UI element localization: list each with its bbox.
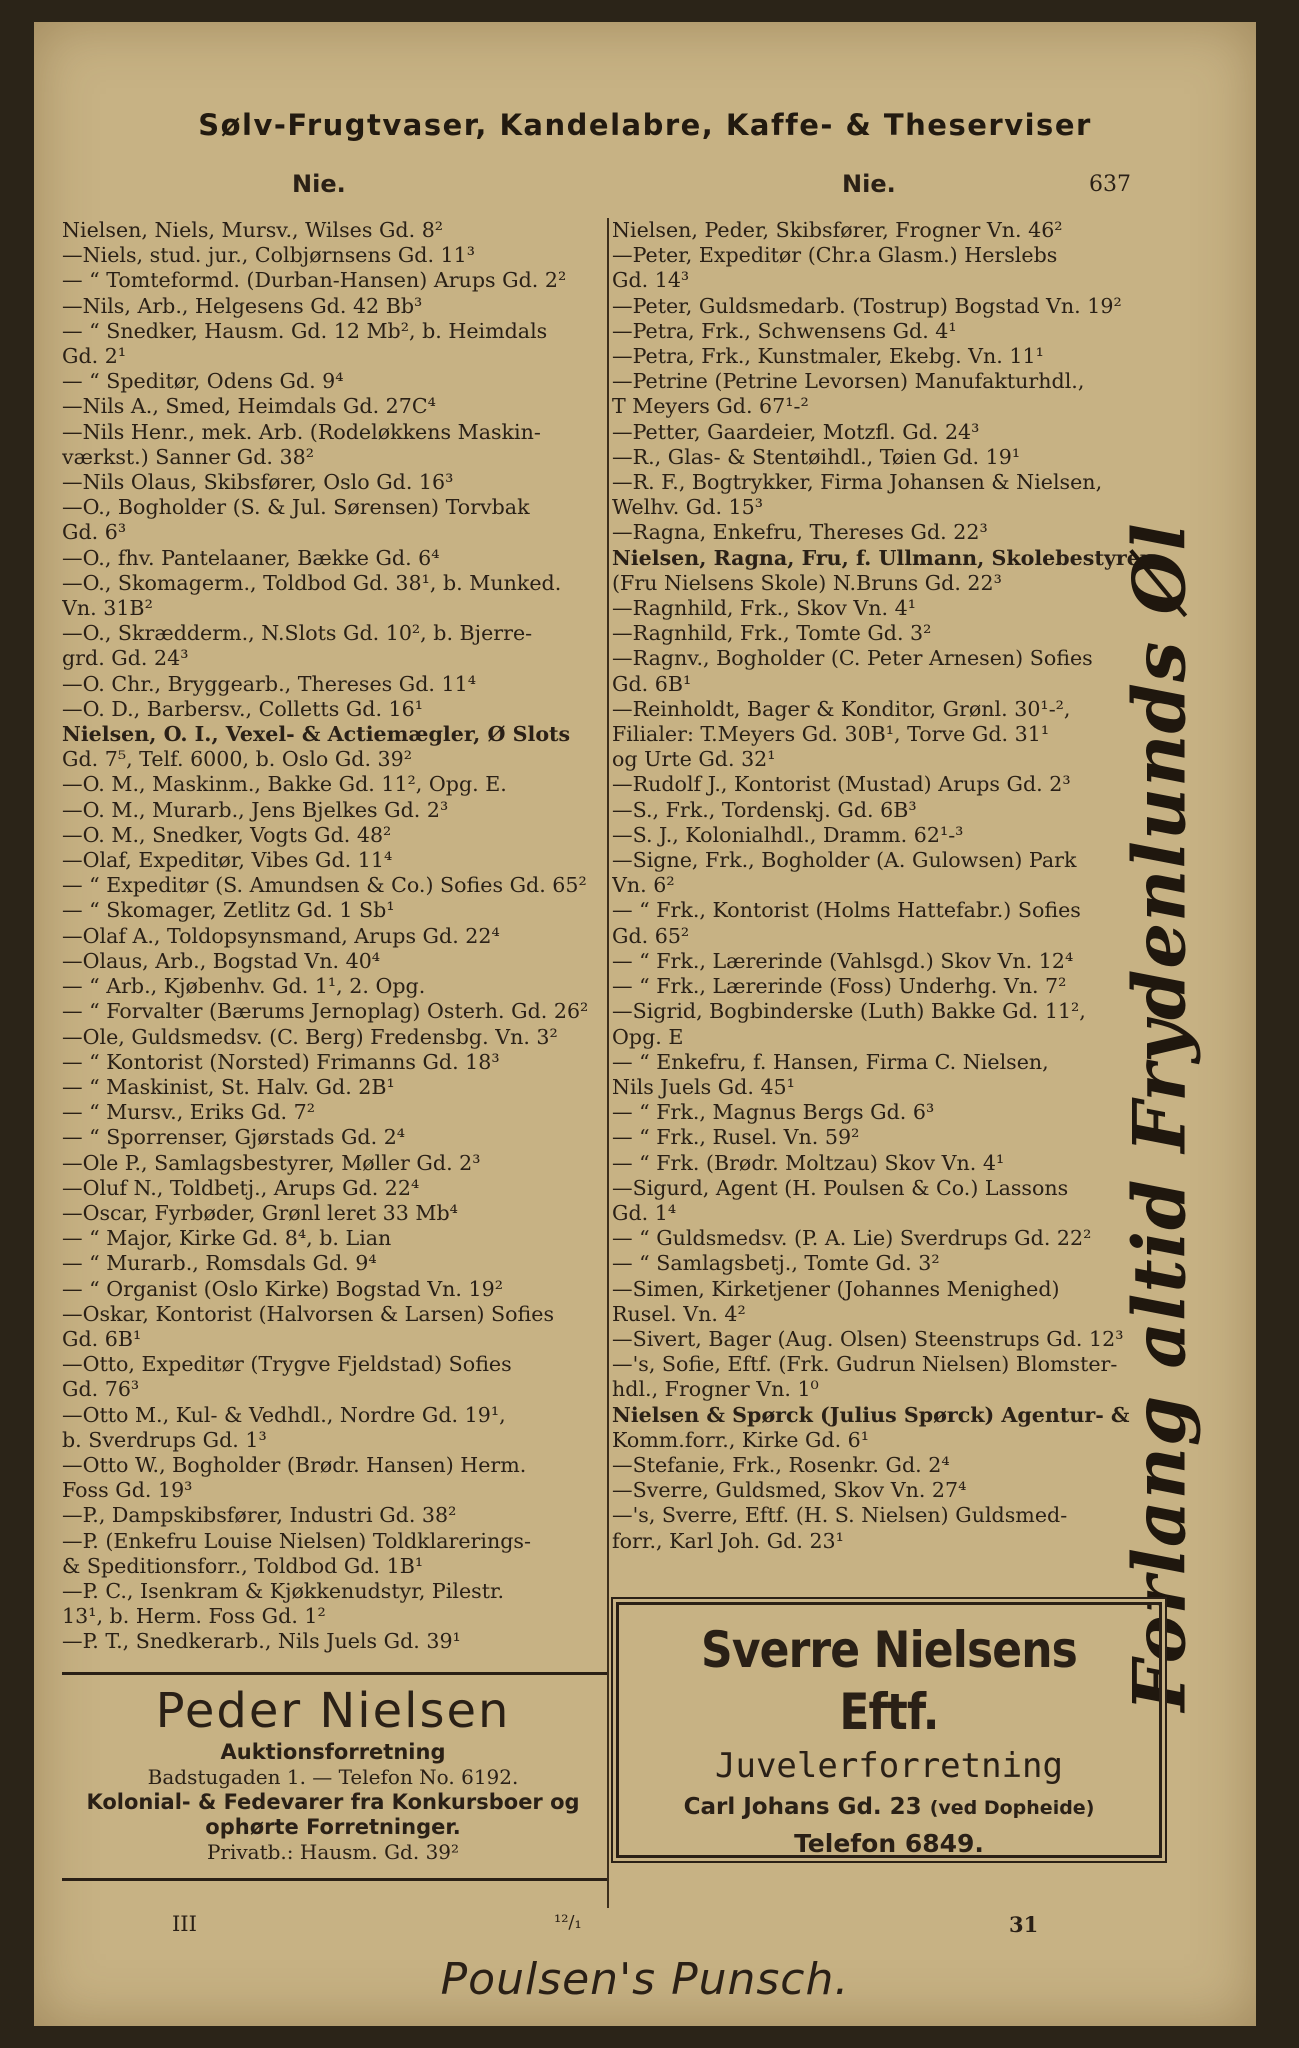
entry-line: —Sigrid, Bogbinderske (Luth) Bakke Gd. 11², — [612, 999, 1086, 1024]
entry-line: Vn. 31B² — [62, 596, 153, 621]
entry-line: — “ Maskinist, St. Halv. Gd. 2B¹ — [62, 1074, 395, 1099]
entry-line: —P., Dampskibsfører, Industri Gd. 38² — [62, 1503, 457, 1528]
entry-line: —Petter, Gaardeier, Motzfl. Gd. 24³ — [612, 419, 980, 444]
top-banner-ad: Sølv-Frugtvaser, Kandelabre, Kaffe- & Theserviser — [198, 108, 1092, 142]
entry-line: Gd. 76³ — [62, 1377, 140, 1402]
entry-line: — “ Organist (Oslo Kirke) Bogstad Vn. 19² — [62, 1276, 503, 1301]
right-column-entries — [612, 218, 1172, 1554]
entry-line: og Urte Gd. 32¹ — [612, 747, 776, 772]
entry-line: —Nils, Arb., Helgesens Gd. 42 Bb³ — [62, 293, 423, 318]
left-column-entries — [62, 218, 628, 1655]
entry-line: — “ Mursv., Eriks Gd. 7² — [62, 1100, 315, 1125]
entry-line: —Niels, stud. jur., Colbjørnsens Gd. 11³ — [62, 243, 476, 268]
sverre-ad-address-note: (ved Dopheide) — [929, 1797, 1095, 1819]
entry-line: — “ Guldsmedsv. (P. A. Lie) Sverdrups Gd. 22² — [612, 1226, 1092, 1251]
entry-line: — “ Enkefru, f. Hansen, Firma C. Nielsen, — [612, 1049, 1049, 1074]
ad-divider-top — [62, 1672, 607, 1675]
entry-line: —Nils Henr., mek. Arb. (Rodeløkkens Maskin- — [62, 419, 541, 444]
entry-line: Nielsen, Niels, Mursv., Wilses Gd. 8² — [62, 218, 444, 242]
entry-line: —O. Chr., Bryggearb., Thereses Gd. 11⁴ — [62, 671, 476, 696]
entry-line: Gd. 6³ — [62, 520, 127, 545]
entry-line: & Speditionsforr., Toldbod Gd. 1B¹ — [62, 1553, 424, 1578]
footer-right-mark: 31 — [1009, 1912, 1039, 1937]
entry-line: —O. D., Barbersv., Colletts Gd. 16¹ — [62, 696, 424, 721]
entry-line: — “ Expeditør (S. Amundsen & Co.) Sofies Gd. 65² — [62, 873, 587, 898]
entry-line: Gd. 6B¹ — [612, 671, 692, 696]
entry-line: —'s, Sverre, Eftf. (H. S. Nielsen) Guldsmed- — [612, 1503, 1068, 1528]
footer-date-mark: ¹²/₁ — [554, 1912, 582, 1933]
entry-line: —O., Skomagerm., Toldbod Gd. 38¹, b. Munked. — [62, 570, 562, 595]
entry-line: —Simen, Kirketjener (Johannes Menighed) — [612, 1276, 1060, 1301]
entry-line: —Nils A., Smed, Heimdals Gd. 27C⁴ — [62, 394, 436, 419]
entry-line: Filialer: T.Meyers Gd. 30B¹, Torve Gd. 31¹ — [612, 722, 1050, 747]
entry-line: Gd. 6B¹ — [62, 1326, 142, 1351]
entry-line: —O., fhv. Pantelaaner, Bække Gd. 6⁴ — [62, 545, 440, 570]
sverre-ad-address: Carl Johans Gd. 23 — [683, 1794, 922, 1820]
entry-line: Foss Gd. 19³ — [62, 1478, 193, 1503]
sverre-ad-address-line — [619, 1789, 1159, 1826]
entry-line: —O., Skrædderm., N.Slots Gd. 10², b. Bjerre- — [62, 621, 533, 646]
peder-ad-line2: Kolonial- & Fedevarer fra Konkursboer og — [86, 1790, 580, 1814]
entry-line: Welhv. Gd. 15³ — [612, 495, 763, 520]
entry-line: — “ Sporrenser, Gjørstads Gd. 2⁴ — [62, 1125, 406, 1150]
entry-line: Komm.forr., Kirke Gd. 6¹ — [612, 1427, 870, 1452]
entry-line: — “ Frk., Rusel. Vn. 59² — [612, 1125, 860, 1150]
ad-divider-bottom — [62, 1878, 607, 1881]
entry-line: —Rudolf J., Kontorist (Mustad) Arups Gd. 2³ — [612, 772, 1071, 797]
entry-line: — “ Frk., Kontorist (Holms Hattefabr.) Sofies — [612, 898, 1081, 923]
entry-line: — “ Forvalter (Bærums Jernoplag) Osterh. Gd. 26² — [62, 999, 589, 1024]
entry-line: — “ Samlagsbetj., Tomte Gd. 3² — [612, 1251, 940, 1276]
entry-line: —Sverre, Guldsmed, Skov Vn. 27⁴ — [612, 1478, 967, 1503]
entry-line: —'s, Sofie, Eftf. (Frk. Gudrun Nielsen) Blomster- — [612, 1352, 1118, 1377]
entry-line: —Ragnhild, Frk., Tomte Gd. 3² — [612, 621, 932, 646]
entry-line: forr., Karl Joh. Gd. 23¹ — [612, 1528, 844, 1553]
entry-line: Opg. E — [612, 1024, 684, 1049]
entry-line: — “ Skomager, Zetlitz Gd. 1 Sb¹ — [62, 898, 395, 923]
entry-line: Gd. 14³ — [612, 268, 690, 293]
entry-line: —Ragnhild, Frk., Skov Vn. 4¹ — [612, 596, 917, 621]
peder-nielsen-ad — [62, 1682, 604, 1865]
page-number: 637 — [1089, 172, 1131, 197]
entry-line: Gd. 1⁴ — [612, 1200, 677, 1225]
sverre-nielsens-ad — [616, 1602, 1162, 1858]
entry-line: grd. Gd. 24³ — [62, 646, 189, 671]
peder-ad-name: Peder Nielsen — [155, 1683, 511, 1739]
entry-line: —O. M., Maskinm., Bakke Gd. 11², Opg. E. — [62, 772, 507, 797]
entry-line: —P. C., Isenkram & Kjøkkenudstyr, Pilestr. — [62, 1578, 505, 1603]
entry-line: værkst.) Sanner Gd. 38² — [62, 444, 314, 469]
entry-line: Nielsen & Spørck (Julius Spørck) Agentur- & — [612, 1402, 1130, 1427]
peder-ad-line3: ophørte Forretninger. — [205, 1815, 461, 1839]
entry-line: — “ Frk., Lærerinde (Foss) Underhg. Vn. 7² — [612, 974, 1067, 999]
sverre-ad-name: Sverre Nielsens Eftf. — [701, 1621, 1077, 1741]
entry-line: Nielsen, O. I., Vexel- & Actiemægler, Ø Slots — [62, 722, 571, 747]
directory-page — [34, 22, 1256, 2026]
entry-line: —Stefanie, Frk., Rosenkr. Gd. 2⁴ — [612, 1452, 950, 1477]
entry-line: —Otto M., Kul- & Vedhdl., Nordre Gd. 19¹, — [62, 1402, 506, 1427]
entry-line: —Petra, Frk., Schwensens Gd. 4¹ — [612, 318, 957, 343]
entry-line: —Ole, Guldsmedsv. (C. Berg) Fredensbg. Vn. 3² — [62, 1024, 558, 1049]
entry-line: Nils Juels Gd. 45¹ — [612, 1074, 795, 1099]
entry-line: —Peter, Expeditør (Chr.a Glasm.) Herslebs — [612, 243, 1058, 268]
entry-line: Vn. 6² — [612, 873, 675, 898]
entry-line: —Otto, Expeditør (Trygve Fjeldstad) Sofies — [62, 1352, 512, 1377]
entry-line: Gd. 2¹ — [62, 344, 127, 369]
entry-line: —Petra, Frk., Kunstmaler, Ekebg. Vn. 11¹ — [612, 344, 1044, 369]
footer-left-mark: III — [172, 1912, 197, 1936]
entry-line: — “ Frk. (Brødr. Moltzau) Skov Vn. 4¹ — [612, 1150, 1005, 1175]
left-column-head: Nie. — [292, 170, 346, 198]
entry-line: —Ragnv., Bogholder (C. Peter Arnesen) Sofies — [612, 646, 1093, 671]
entry-line: —Signe, Frk., Bogholder (A. Gulowsen) Park — [612, 848, 1077, 873]
entry-line: T Meyers Gd. 67¹-² — [612, 394, 809, 419]
entry-line: —S., Frk., Tordenskj. Gd. 6B³ — [612, 797, 917, 822]
entry-line: Gd. 65² — [612, 923, 690, 948]
entry-line: —Olaf A., Toldopsynsmand, Arups Gd. 22⁴ — [62, 923, 500, 948]
entry-line: hdl., Frogner Vn. 1⁰ — [612, 1377, 819, 1402]
entry-line: —Otto W., Bogholder (Brødr. Hansen) Herm. — [62, 1452, 527, 1477]
entry-line: —Oscar, Fyrbøder, Grønl leret 33 Mb⁴ — [62, 1200, 458, 1225]
entry-line: — “ Murarb., Romsdals Gd. 9⁴ — [62, 1251, 377, 1276]
sverre-ad-business: Juvelerforretning — [715, 1746, 1063, 1786]
entry-line: —O. M., Snedker, Vogts Gd. 48² — [62, 822, 392, 847]
entry-line: Rusel. Vn. 4² — [612, 1301, 746, 1326]
column-divider — [607, 218, 609, 1908]
entry-line: —Nils Olaus, Skibsfører, Oslo Gd. 16³ — [62, 470, 454, 495]
peder-ad-line1: Badstugaden 1. — Telefon No. 6192. — [147, 1765, 519, 1789]
entry-line: —Sigurd, Agent (H. Poulsen & Co.) Lassons — [612, 1175, 1069, 1200]
entry-line: — “ Speditør, Odens Gd. 9⁴ — [62, 369, 344, 394]
entry-line: —P. T., Snedkerarb., Nils Juels Gd. 39¹ — [62, 1629, 461, 1654]
entry-line: —Ole P., Samlagsbestyrer, Møller Gd. 2³ — [62, 1150, 481, 1175]
right-column-head: Nie. — [842, 170, 896, 198]
entry-line: —Ragna, Enkefru, Thereses Gd. 22³ — [612, 520, 988, 545]
entry-line: —O. M., Murarb., Jens Bjelkes Gd. 2³ — [62, 797, 449, 822]
sverre-ad-phone: Telefon 6849. — [794, 1829, 984, 1858]
entry-line: Nielsen, Peder, Skibsfører, Frogner Vn. 46² — [612, 218, 1063, 242]
entry-line: —O., Bogholder (S. & Jul. Sørensen) Torvbak — [62, 495, 530, 520]
entry-line: — “ Snedker, Hausm. Gd. 12 Mb², b. Heimdals — [62, 318, 548, 343]
entry-line: — “ Arb., Kjøbenhv. Gd. 1¹, 2. Opg. — [62, 974, 426, 999]
entry-line: —R., Glas- & Stentøihdl., Tøien Gd. 19¹ — [612, 444, 1021, 469]
peder-ad-sub: Auktionsforretning — [220, 1740, 446, 1764]
entry-line: — “ Frk., Lærerinde (Vahlsgd.) Skov Vn. 12⁴ — [612, 948, 1074, 973]
side-ad-text: Forlang altid Frydenlunds Øl — [1116, 522, 1202, 1712]
entry-line: —R. F., Bogtrykker, Firma Johansen & Nielsen, — [612, 470, 1103, 495]
entry-line: —Peter, Guldsmedarb. (Tostrup) Bogstad Vn. 19² — [612, 293, 1122, 318]
entry-line: —Reinholdt, Bager & Konditor, Grønl. 30¹-², — [612, 696, 1071, 721]
entry-line: — “ Tomteformd. (Durban-Hansen) Arups Gd. 2² — [62, 268, 567, 293]
bottom-ad: Poulsen's Punsch. — [440, 1954, 850, 2005]
entry-line: (Fru Nielsens Skole) N.Bruns Gd. 22³ — [612, 570, 1002, 595]
entry-line: — “ Major, Kirke Gd. 8⁴, b. Lian — [62, 1226, 392, 1251]
entry-line: Nielsen, Ragna, Fru, f. Ullmann, Skolebestyrer — [612, 545, 1151, 570]
entry-line: —Olaus, Arb., Bogstad Vn. 40⁴ — [62, 948, 381, 973]
entry-line: Gd. 7⁵, Telf. 6000, b. Oslo Gd. 39² — [62, 747, 413, 772]
entry-line: —Sivert, Bager (Aug. Olsen) Steenstrups Gd. 12³ — [612, 1326, 1124, 1351]
entry-line: —Oluf N., Toldbetj., Arups Gd. 22⁴ — [62, 1175, 420, 1200]
entry-line: —Oskar, Kontorist (Halvorsen & Larsen) Sofies — [62, 1301, 555, 1326]
entry-line: —S. J., Kolonialhdl., Dramm. 62¹-³ — [612, 822, 964, 847]
entry-line: 13¹, b. Herm. Foss Gd. 1² — [62, 1604, 326, 1629]
entry-line: —Olaf, Expeditør, Vibes Gd. 11⁴ — [62, 848, 393, 873]
entry-line: b. Sverdrups Gd. 1³ — [62, 1427, 267, 1452]
entry-line: — “ Frk., Magnus Bergs Gd. 6³ — [612, 1100, 935, 1125]
peder-ad-line4: Privatb.: Hausm. Gd. 39² — [206, 1840, 460, 1864]
entry-line: — “ Kontorist (Norsted) Frimanns Gd. 18³ — [62, 1049, 500, 1074]
entry-line: —Petrine (Petrine Levorsen) Manufakturhdl., — [612, 369, 1085, 394]
entry-line: —P. (Enkefru Louise Nielsen) Toldklarerings- — [62, 1528, 531, 1553]
